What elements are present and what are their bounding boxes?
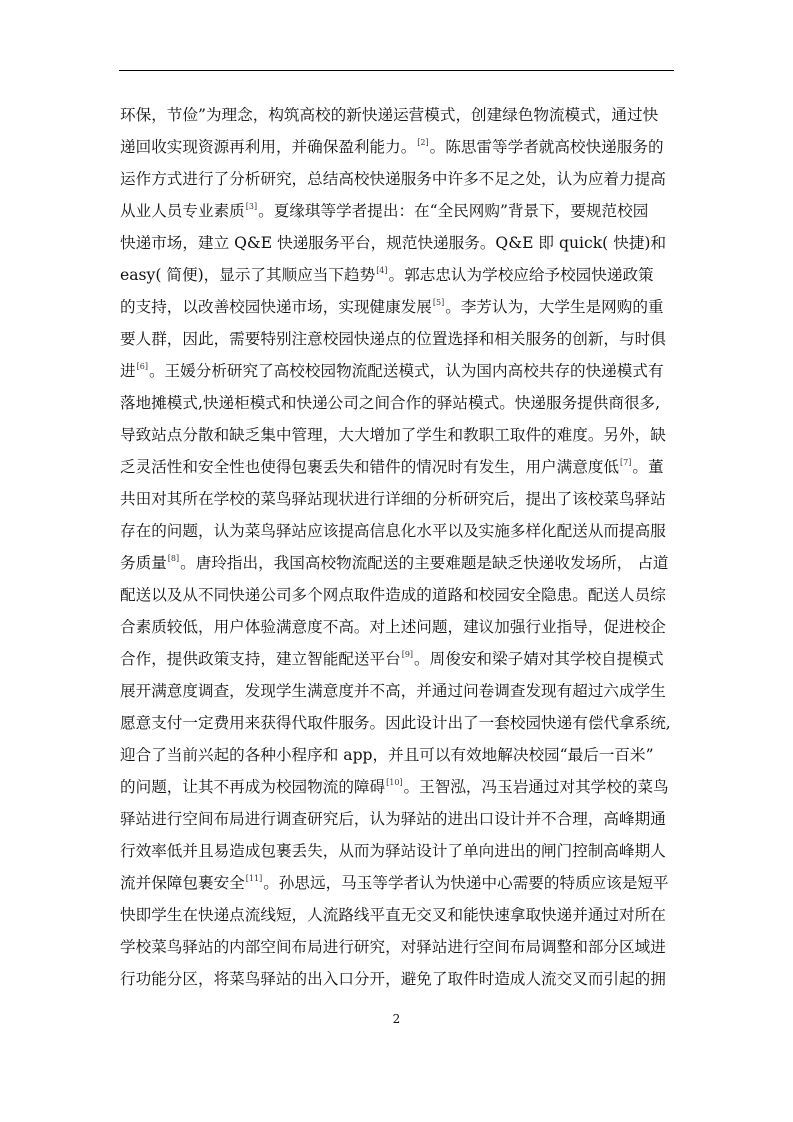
text-line bbox=[120, 643, 680, 675]
text-segment: 快递市场，建立 Q&E 快递服务平台，规范快递服务。Q&E 即 quick( 快捷)和 bbox=[120, 234, 667, 252]
text-segment: 合作，提供政策支持，建立智能配送平台 bbox=[120, 650, 401, 668]
text-line bbox=[120, 835, 680, 867]
text-segment: 迎合了当前兴起的各种小程序和 app，并且可以有效地解决校园“最后一百米” bbox=[120, 746, 654, 764]
page-number: 2 bbox=[392, 1012, 401, 1026]
text-line bbox=[120, 867, 680, 899]
text-segment: 存在的问题，认为菜鸟驿站应该提高信息化水平以及实施多样化配送从而提高服 bbox=[120, 522, 666, 540]
text-segment: 配送以及从不同快递公司多个网点取件造成的道路和校园安全隐患。配送人员综 bbox=[120, 586, 666, 604]
citation-ref: [10] bbox=[386, 778, 403, 787]
text-segment: 。唐玲指出，我国高校物流配送的主要难题是缺乏快递收发场所， 占道 bbox=[180, 554, 669, 572]
text-segment: 驿站进行空间布局进行调查研究后，认为驿站的进出口设计并不合理，高峰期通 bbox=[120, 810, 666, 828]
text-line bbox=[120, 803, 680, 835]
text-line bbox=[120, 707, 680, 739]
text-segment: 的支持，以改善校园快递市场，实现健康发展 bbox=[120, 298, 432, 316]
text-line bbox=[120, 291, 680, 323]
text-line bbox=[120, 931, 680, 963]
citation-ref: [7] bbox=[620, 458, 632, 467]
text-segment: 流并保障包裹安全 bbox=[120, 874, 245, 892]
text-segment: 要人群，因此，需要特别注意校园快递点的位置选择和相关服务的创新，与时俱 bbox=[120, 330, 666, 348]
citation-ref: [6] bbox=[136, 362, 148, 371]
text-segment: 。董 bbox=[632, 458, 664, 476]
text-segment: 。夏缘琪等学者提出：在“全民网购”背景下，要规范校园 bbox=[258, 202, 649, 220]
text-line bbox=[120, 163, 680, 195]
text-segment: 从业人员专业素质 bbox=[120, 202, 245, 220]
text-line bbox=[120, 515, 680, 547]
text-line bbox=[120, 483, 680, 515]
text-line bbox=[120, 195, 680, 227]
text-line bbox=[120, 419, 680, 451]
text-segment: 。郭志忠认为学校应给予校园快递政策 bbox=[388, 266, 654, 284]
text-segment: 愿意支付一定费用来获得代取件服务。因此设计出了一套校园快递有偿代拿系统, bbox=[120, 714, 671, 732]
header-rule bbox=[119, 70, 674, 71]
citation-ref: [11] bbox=[245, 874, 263, 883]
text-line bbox=[120, 451, 680, 483]
text-segment: 。周俊安和梁子婧对其学校自提模式 bbox=[414, 650, 664, 668]
text-segment: 导致站点分散和缺乏集中管理，大大增加了学生和教职工取件的难度。另外，缺 bbox=[120, 426, 666, 444]
text-segment: 。王智泓，冯玉岩通过对其学校的菜鸟 bbox=[403, 778, 669, 796]
text-line bbox=[120, 963, 680, 995]
text-segment: 快即学生在快递点流线短，人流路线平直无交叉和能快速拿取快递并通过对所在 bbox=[120, 906, 666, 924]
text-line bbox=[120, 611, 680, 643]
text-line bbox=[120, 899, 680, 931]
text-segment: 。李芳认为，大学生是网购的重 bbox=[445, 298, 664, 316]
text-segment: 运作方式进行了分析研究，总结高校快递服务中许多不足之处，认为应着力提高 bbox=[120, 170, 666, 188]
text-line bbox=[120, 131, 680, 163]
citation-ref: [4] bbox=[376, 266, 388, 275]
text-segment: 环保，节俭”为理念，构筑高校的新快递运营模式，创建绿色物流模式，通过快 bbox=[120, 106, 659, 124]
text-segment: 落地摊模式,快递柜模式和快递公司之间合作的驿站模式。快递服务提供商很多, bbox=[120, 394, 661, 412]
text-line bbox=[120, 579, 680, 611]
text-line bbox=[120, 387, 680, 419]
text-line bbox=[120, 355, 680, 387]
text-segment: 进 bbox=[120, 362, 136, 380]
text-line bbox=[120, 771, 680, 803]
text-segment: 合素质较低，用户体验满意度不高。对上述问题，建议加强行业指导，促进校企 bbox=[120, 618, 666, 636]
body-text bbox=[120, 99, 680, 995]
text-segment: 递回收实现资源再利用，并确保盈利能力。 bbox=[120, 138, 417, 156]
text-segment: 务质量 bbox=[120, 554, 167, 572]
text-line bbox=[120, 227, 680, 259]
text-segment: 展开满意度调查，发现学生满意度并不高，并通过问卷调查发现有超过六成学生 bbox=[120, 682, 666, 700]
citation-ref: [8] bbox=[167, 554, 180, 563]
text-segment: 行功能分区，将菜鸟驿站的出入口分开，避免了取件时造成人流交叉而引起的拥 bbox=[120, 970, 666, 988]
text-segment: 乏灵活性和安全性也使得包裹丢失和错件的情况时有发生，用户满意度低 bbox=[120, 458, 620, 476]
text-segment: 。孙思远，马玉等学者认为快递中心需要的特质应该是短平 bbox=[263, 874, 669, 892]
text-line bbox=[120, 259, 680, 291]
citation-ref: [9] bbox=[401, 650, 414, 659]
citation-ref: [3] bbox=[245, 202, 258, 211]
text-segment: 。陈思雷等学者就高校快递服务的 bbox=[429, 138, 664, 156]
citation-ref: [2] bbox=[417, 138, 429, 147]
text-segment: 学校菜鸟驿站的内部空间布局进行研究，对驿站进行空间布局调整和部分区域进 bbox=[120, 938, 666, 956]
text-segment: 的问题，让其不再成为校园物流的障碍 bbox=[120, 778, 386, 796]
text-line bbox=[120, 739, 680, 771]
text-segment: easy( 简便)，显示了其顺应当下趋势 bbox=[120, 266, 376, 284]
text-segment: 。王媛分析研究了高校校园物流配送模式，认为国内高校共存的快递模式有 bbox=[148, 362, 664, 380]
text-segment: 行效率低并且易造成包裹丢失，从而为驿站设计了单向进出的闸门控制高峰期人 bbox=[120, 842, 666, 860]
text-line bbox=[120, 547, 680, 579]
citation-ref: [5] bbox=[432, 298, 445, 307]
text-line bbox=[120, 323, 680, 355]
text-segment: 共田对其所在学校的菜鸟驿站现状进行详细的分析研究后，提出了该校菜鸟驿站 bbox=[120, 490, 666, 508]
text-line bbox=[120, 99, 680, 131]
text-line bbox=[120, 675, 680, 707]
